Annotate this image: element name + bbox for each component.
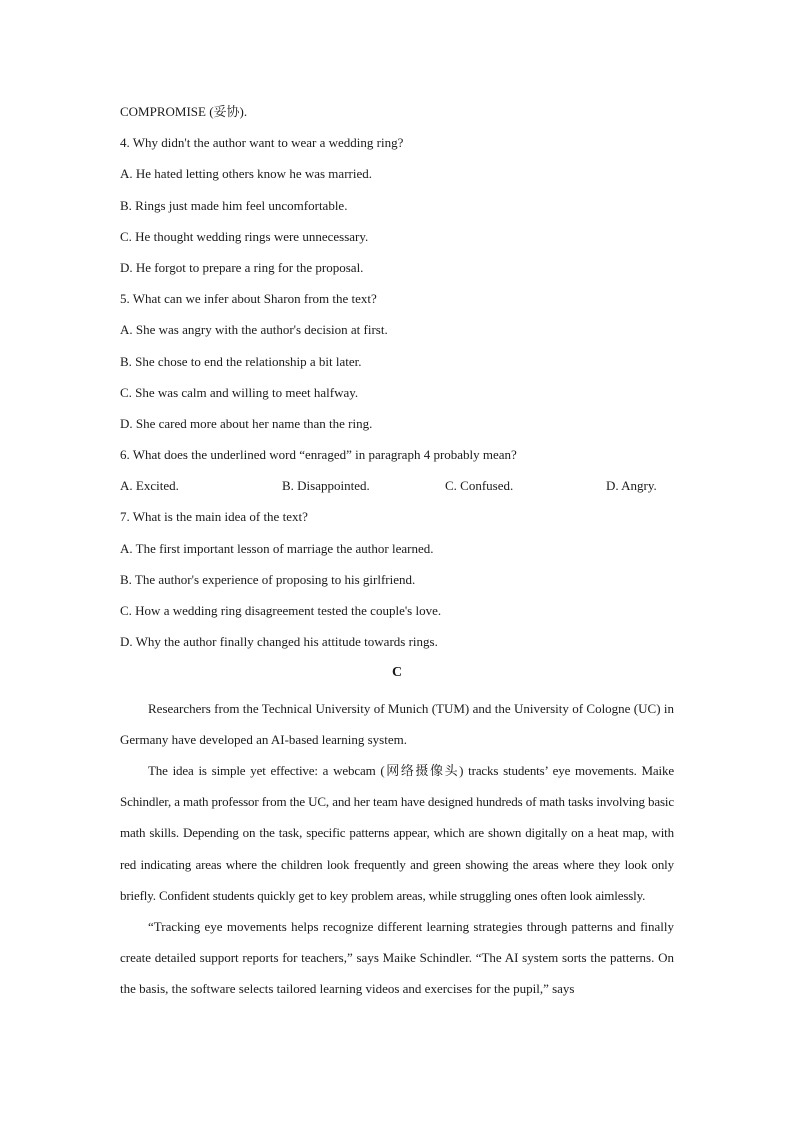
question-stem: 7. What is the main idea of the text? [120, 509, 308, 525]
passage-paragraph-3: “Tracking eye movements helps recognize different learning strategies through patterns and finally create detailed support reports for teachers,” says Maike Schindler. “The AI system sorts the patterns. On the basis, the software selects tailored learning videos and exercises for the pupil,” says [120, 918, 674, 997]
option-c: C. He thought wedding rings were unnecessary. [120, 228, 369, 244]
option-b: B. Rings just made him feel uncomfortable. [120, 197, 348, 213]
question-4 [120, 131, 674, 287]
question-stem: 5. What can we infer about Sharon from the text? [120, 291, 377, 307]
option-d: D. He forgot to prepare a ring for the proposal. [120, 259, 364, 275]
option-c: C. She was calm and willing to meet halfway. [120, 384, 359, 400]
option-b: B. The author's experience of proposing to his girlfriend. [120, 571, 416, 587]
document-page [120, 100, 674, 1005]
option-b: B. Disappointed. [282, 478, 370, 494]
question-6 [120, 443, 674, 505]
option-c: C. Confused. [445, 478, 514, 494]
option-d: D. She cared more about her name than the ring. [120, 415, 373, 431]
question-7 [120, 505, 674, 661]
option-d: D. Angry. [606, 478, 657, 494]
passage-paragraph-2: The idea is simple yet effective: a webcam (网络摄像头) tracks students’ eye movements. Maike Schindler, a math professor from the UC, and her team have designed hundreds of math tasks involving basic math skills. Depending on the task, specific patterns appear, which are shown digitally on a heat map, with red indicating areas where the children look frequently and green showing the areas where they look only briefly. Confident students quickly get to key problem areas, while struggling ones often look aimlessly. [120, 762, 674, 903]
passage-paragraph-1: Researchers from the Technical University of Munich (TUM) and the University of Cologne (UC) in Germany have developed an AI-based learning system. [120, 700, 674, 747]
options-row [120, 474, 674, 505]
previous-passage-fragment: COMPROMISE (妥协). [120, 104, 248, 119]
question-stem: 4. Why didn't the author want to wear a wedding ring? [120, 135, 404, 151]
section-heading: C [391, 665, 403, 681]
option-a: A. Excited. [120, 478, 179, 494]
question-stem: 6. What does the underlined word “enraged” in paragraph 4 probably mean? [120, 447, 517, 463]
option-b: B. She chose to end the relationship a bit later. [120, 353, 362, 369]
section-c [120, 661, 674, 1004]
option-d: D. Why the author finally changed his attitude towards rings. [120, 634, 438, 650]
question-5 [120, 287, 674, 443]
option-c: C. How a wedding ring disagreement tested the couple's love. [120, 603, 442, 618]
option-a: A. The first important lesson of marriage the author learned. [120, 540, 434, 556]
option-a: A. She was angry with the author's decision at first. [120, 322, 388, 338]
option-a: A. He hated letting others know he was married. [120, 166, 372, 182]
